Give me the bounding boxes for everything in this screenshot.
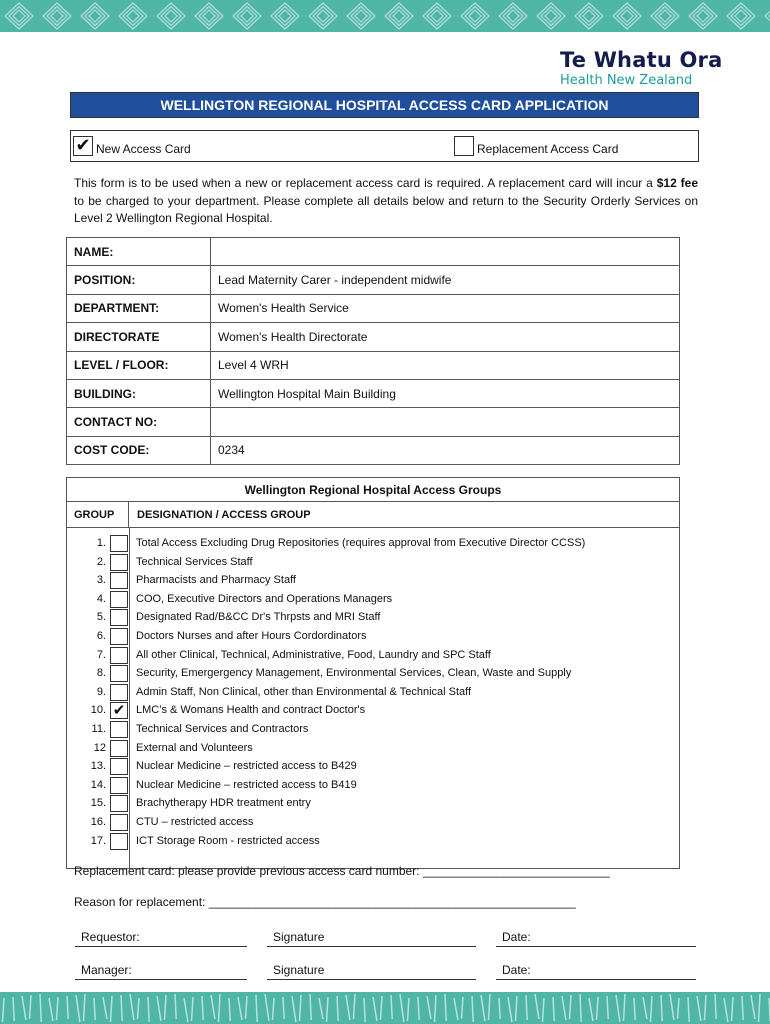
- contact-no-label: CONTACT NO:: [67, 408, 211, 436]
- intro-text-1: This form is to be used when a new or replacement access card is required. A replacement card will incur a: [74, 176, 657, 190]
- table-row: [67, 266, 680, 294]
- list-item: [67, 571, 679, 590]
- new-card-checkbox[interactable]: ✔: [73, 136, 93, 156]
- group-number: 13.: [90, 760, 106, 773]
- group-checkbox[interactable]: [110, 814, 128, 831]
- group-checkbox[interactable]: [110, 684, 128, 701]
- position-field[interactable]: Lead Maternity Carer - independent midwife: [211, 266, 680, 294]
- access-groups-table: [66, 477, 680, 869]
- table-row: [67, 351, 680, 379]
- group-designation: LMC’s & Womans Health and contract Doctor's: [136, 704, 366, 717]
- manager-label: Manager:: [75, 963, 247, 980]
- table-row: [67, 436, 680, 464]
- group-number: 9.: [96, 685, 106, 698]
- group-designation: External and Volunteers: [136, 741, 253, 754]
- group-designation: Total Access Excluding Drug Repositories (requires approval from Executive Director CCSS): [136, 537, 586, 549]
- group-designation: Brachytherapy HDR treatment entry: [136, 797, 311, 810]
- group-number: 10.: [90, 704, 106, 717]
- top-decorative-band: [0, 0, 770, 32]
- te-whatu-ora-logo: [560, 48, 750, 88]
- fee-text: $12 fee: [656, 176, 698, 190]
- group-designation: ICT Storage Room - restricted access: [136, 834, 320, 847]
- group-checkbox[interactable]: [110, 609, 128, 626]
- group-designation: Nuclear Medicine – restricted access to B419: [136, 778, 357, 791]
- logo-sub-text: Health New Zealand: [560, 73, 693, 88]
- group-number: 1.: [96, 537, 106, 549]
- access-groups-title: Wellington Regional Hospital Access Groups: [67, 478, 679, 502]
- manager-signature-field[interactable]: Signature: [267, 963, 476, 980]
- requestor-label: Requestor:: [75, 930, 247, 947]
- group-number: 7.: [96, 648, 106, 661]
- list-item: [67, 720, 679, 739]
- group-designation: Security, Emergergency Management, Environmental Services, Clean, Waste and Supply: [136, 667, 572, 680]
- access-groups-body: [67, 528, 679, 868]
- group-checkbox[interactable]: [110, 572, 128, 589]
- level-floor-field[interactable]: Level 4 WRH: [211, 351, 680, 379]
- group-checkbox[interactable]: [110, 777, 128, 794]
- group-checkbox[interactable]: [110, 535, 128, 552]
- group-checkbox[interactable]: [110, 647, 128, 664]
- requestor-date-field[interactable]: Date:: [496, 930, 696, 947]
- table-row: [67, 294, 680, 322]
- list-item: [67, 534, 679, 553]
- list-item: [67, 608, 679, 627]
- designation-column-header: DESIGNATION / ACCESS GROUP: [137, 509, 311, 521]
- group-checkbox[interactable]: [110, 721, 128, 738]
- group-number: 17.: [90, 834, 106, 847]
- directorate-label: DIRECTORATE: [67, 323, 211, 351]
- applicant-details-table: [66, 237, 680, 465]
- table-row: [67, 408, 680, 436]
- group-checkbox[interactable]: [110, 758, 128, 775]
- table-row: [67, 323, 680, 351]
- group-designation: Designated Rad/B&CC Dr's Thrpsts and MRI Staff: [136, 611, 381, 624]
- logo-main-text: Te Whatu Ora: [560, 48, 723, 72]
- list-item: [67, 794, 679, 813]
- group-checkbox[interactable]: [110, 628, 128, 645]
- group-designation: CTU – restricted access: [136, 816, 254, 828]
- table-row: [67, 238, 680, 266]
- group-column-header: GROUP: [67, 502, 129, 528]
- cost-code-field[interactable]: 0234: [211, 436, 680, 464]
- group-designation: Pharmacists and Pharmacy Staff: [136, 574, 296, 587]
- group-designation: Technical Services Staff: [136, 555, 253, 568]
- level-floor-label: LEVEL / FLOOR:: [67, 351, 211, 379]
- group-number: 6.: [96, 630, 106, 642]
- group-number: 2.: [96, 555, 106, 568]
- group-checkbox[interactable]: ✔: [110, 702, 128, 719]
- bottom-decorative-band: [0, 992, 770, 1024]
- group-number: 11.: [91, 723, 106, 735]
- requestor-signature-field[interactable]: Signature: [267, 930, 476, 947]
- position-label: POSITION:: [67, 266, 211, 294]
- group-number: 3.: [96, 574, 106, 587]
- group-checkbox[interactable]: [110, 833, 128, 850]
- list-item: [67, 553, 679, 572]
- replacement-card-number-field[interactable]: Replacement card: please provide previous access card number: ____________________________: [74, 864, 610, 878]
- group-checkbox[interactable]: [110, 665, 128, 682]
- card-type-selector: [70, 130, 699, 162]
- group-number: 8.: [96, 667, 106, 680]
- list-item: [67, 627, 679, 646]
- list-item: [67, 757, 679, 776]
- replacement-card-label: Replacement Access Card: [477, 142, 619, 156]
- group-designation: Admin Staff, Non Clinical, other than Environmental & Technical Staff: [136, 685, 472, 698]
- group-number: 4.: [96, 592, 106, 605]
- group-checkbox[interactable]: [110, 554, 128, 571]
- group-number: 14.: [90, 778, 106, 791]
- department-field[interactable]: Women's Health Service: [211, 294, 680, 322]
- group-checkbox[interactable]: [110, 591, 128, 608]
- list-item: [67, 664, 679, 683]
- group-designation: Nuclear Medicine – restricted access to B429: [136, 760, 357, 773]
- list-item: [67, 683, 679, 702]
- group-number: 16.: [90, 816, 106, 828]
- bottom-pattern-icon: [0, 992, 770, 1024]
- table-row: [67, 379, 680, 407]
- group-designation: Technical Services and Contractors: [136, 723, 309, 735]
- group-designation: Doctors Nurses and after Hours Cordordinators: [136, 630, 367, 642]
- building-field[interactable]: Wellington Hospital Main Building: [211, 379, 680, 407]
- new-card-label: New Access Card: [96, 142, 191, 156]
- list-item: [67, 646, 679, 665]
- name-field[interactable]: [211, 238, 680, 266]
- group-number: 5.: [96, 611, 106, 624]
- group-number: 15.: [90, 797, 106, 810]
- replacement-card-checkbox[interactable]: [454, 136, 474, 156]
- cost-code-label: COST CODE:: [67, 436, 211, 464]
- list-item: [67, 701, 679, 720]
- manager-date-field[interactable]: Date:: [496, 963, 696, 980]
- intro-text-2: to be charged to your department. Please complete all details below and return to the Security Orderly Services on Level 2 Wellington Regional Hospital.: [74, 193, 698, 225]
- intro-paragraph: [74, 175, 698, 228]
- group-designation: All other Clinical, Technical, Administrative, Food, Laundry and SPC Staff: [136, 648, 491, 661]
- group-designation: COO, Executive Directors and Operations Managers: [136, 592, 393, 605]
- contact-no-field[interactable]: [211, 408, 680, 436]
- list-item: [67, 813, 679, 832]
- access-groups-header: [67, 502, 679, 528]
- group-number: 12: [93, 741, 106, 754]
- group-checkbox[interactable]: [110, 740, 128, 757]
- building-label: BUILDING:: [67, 379, 211, 407]
- list-item: [67, 776, 679, 795]
- directorate-field[interactable]: Women's Health Directorate: [211, 323, 680, 351]
- top-pattern-icon: [0, 0, 770, 32]
- list-item: [67, 739, 679, 758]
- list-item: [67, 832, 679, 851]
- department-label: DEPARTMENT:: [67, 294, 211, 322]
- group-checkbox[interactable]: [110, 795, 128, 812]
- list-item: [67, 590, 679, 609]
- name-label: NAME:: [67, 238, 211, 266]
- reason-for-replacement-field[interactable]: Reason for replacement: _______________________________________________________: [74, 895, 576, 909]
- form-title: WELLINGTON REGIONAL HOSPITAL ACCESS CARD APPLICATION: [70, 92, 699, 118]
